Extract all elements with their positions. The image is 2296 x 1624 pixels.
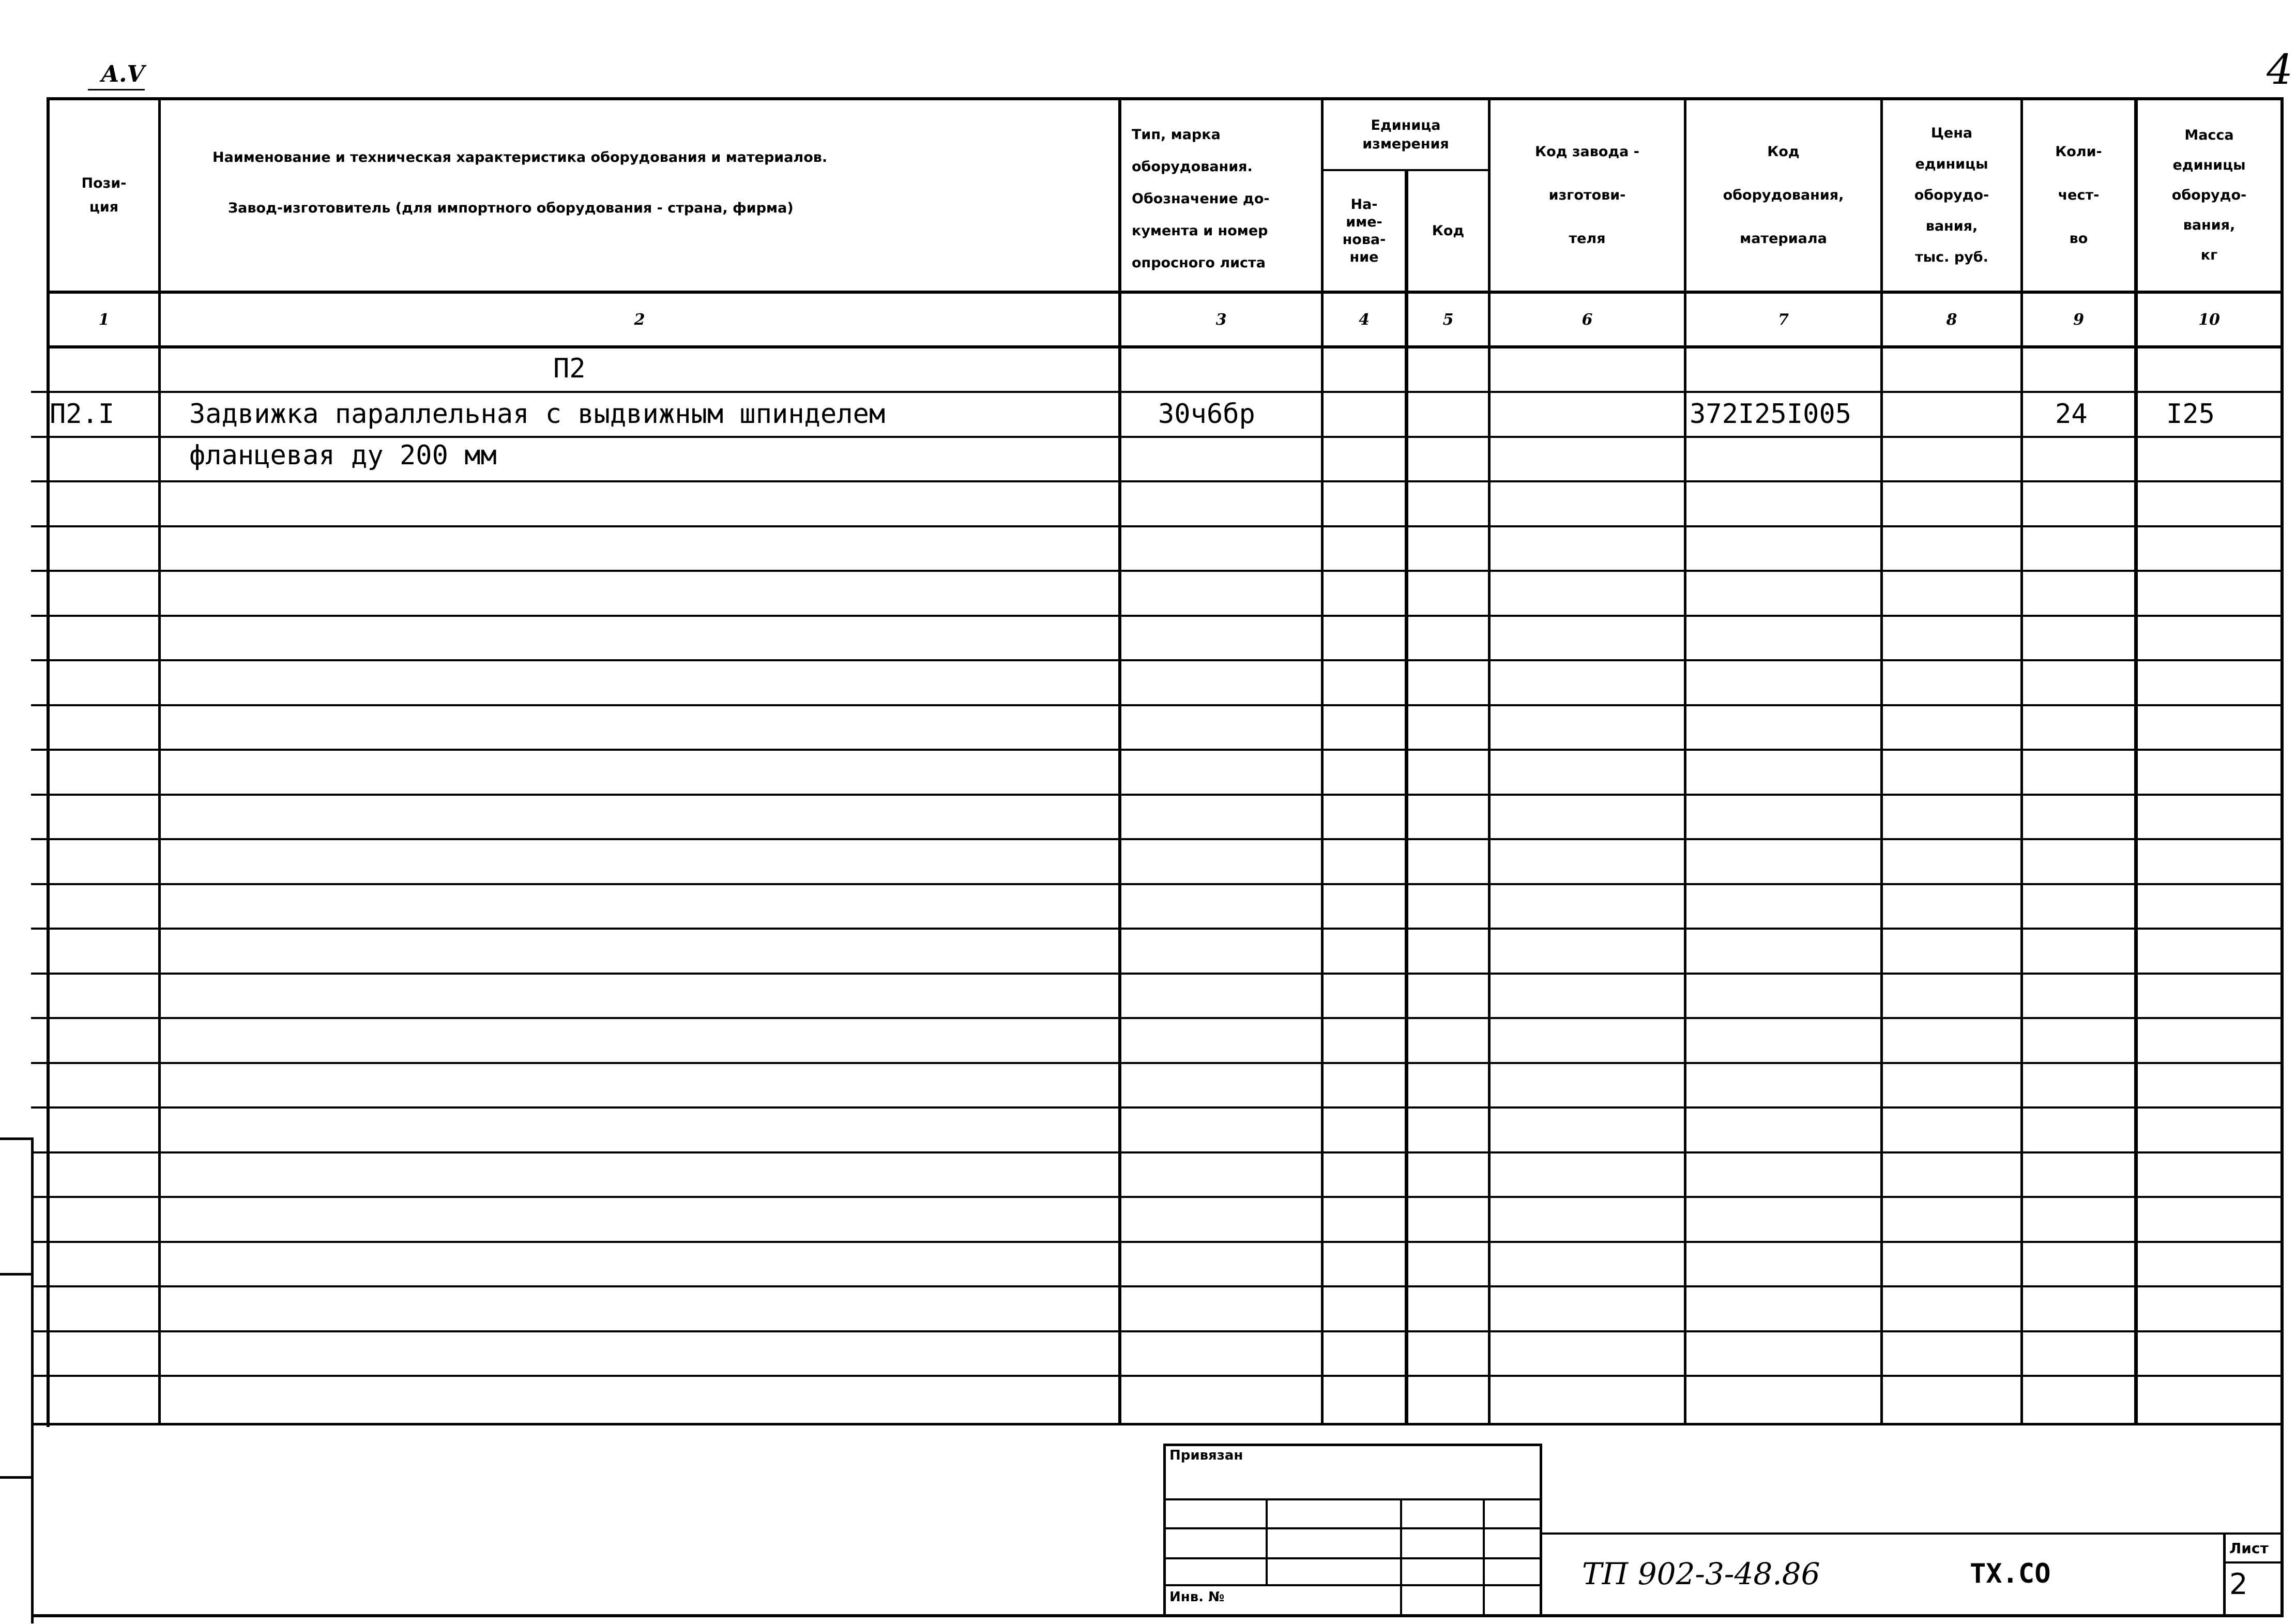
colnum-6: 6 — [1582, 310, 1593, 329]
header-position: Пози- ция — [81, 175, 127, 215]
page-number: 4 — [2267, 45, 2293, 94]
tb-attached-top — [1163, 1444, 1542, 1446]
col-line-9 — [2134, 97, 2138, 1424]
header-name-line2: Завод-изготовитель (для импортного оборудования - страна, фирма) — [228, 200, 794, 216]
row-rule — [31, 659, 2284, 661]
header-type: Тип, марка оборудования. Обозначение до- кумента и номер опросного листа — [1132, 126, 1270, 271]
row-rule — [31, 838, 2284, 840]
frame-right — [2280, 97, 2284, 1617]
sheet-label: Лист — [2229, 1540, 2269, 1557]
inventory-number-label: Инв. № — [1169, 1589, 1225, 1605]
tb-sheet-left — [2223, 1532, 2226, 1617]
section-title: П2 — [553, 353, 586, 384]
item-equipment-code: 372I25I005 — [1690, 399, 1852, 430]
header-name-line1: Наименование и техническая характеристика оборудования и материалов. — [212, 149, 828, 165]
item-mass: I25 — [2166, 399, 2215, 430]
colnum-2: 2 — [634, 310, 645, 329]
row-rule — [31, 1062, 2284, 1064]
header-quantity: Коли- чест- во — [2055, 144, 2102, 247]
row-rule — [31, 1151, 2284, 1154]
tb-row-2 — [1163, 1527, 1542, 1529]
tb-row-1 — [1163, 1498, 1542, 1500]
row-rule — [31, 480, 2284, 482]
item-quantity: 24 — [2055, 399, 2088, 430]
item-type: 30ч6бр — [1158, 399, 1255, 430]
colnum-3: 3 — [1215, 310, 1227, 329]
document-code: ТП 902-3-48.86 — [1582, 1556, 1820, 1591]
header-price: Цена единицы оборудо- вания, тыс. руб. — [1914, 125, 1989, 265]
top-left-mark: A.V — [101, 61, 145, 87]
item-name-line1: Задвижка параллельная с выдвижным шпинделем — [189, 399, 886, 430]
row-rule — [31, 749, 2284, 751]
tb-row-3 — [1163, 1557, 1542, 1559]
row-rule — [31, 1241, 2284, 1243]
row-rule — [31, 1375, 2284, 1377]
row-rule — [31, 1106, 2284, 1109]
colnum-4: 4 — [1359, 310, 1370, 329]
margin-tick — [0, 1273, 31, 1276]
row-rule — [31, 883, 2284, 885]
margin-tick — [0, 1137, 31, 1140]
row-rule — [31, 794, 2284, 796]
tb-col-1 — [1266, 1498, 1268, 1586]
colnum-7: 7 — [1778, 310, 1789, 329]
row-rule — [31, 1196, 2284, 1198]
colnum-9: 9 — [2073, 310, 2084, 329]
tb-doc-top — [1540, 1532, 2280, 1535]
row-rule — [31, 1017, 2284, 1019]
table-bottom — [31, 1423, 2284, 1425]
margin-tick — [0, 1476, 31, 1479]
sheet-number: 2 — [2229, 1568, 2248, 1601]
tb-sheet-divider — [2223, 1561, 2280, 1564]
header-unit-code: Код — [1432, 222, 1465, 239]
header-unit-group: Единица измерения — [1362, 117, 1449, 152]
colnum-5: 5 — [1442, 310, 1454, 329]
header-equipment-code: Код оборудования, материала — [1723, 144, 1844, 247]
tb-col-3 — [1483, 1498, 1485, 1617]
col-line-4 — [1405, 169, 1408, 1424]
colnum-10: 10 — [2198, 310, 2220, 329]
top-mark-underline — [88, 89, 145, 90]
colnum-1: 1 — [98, 310, 110, 329]
row-rule — [31, 570, 2284, 572]
row-rule — [31, 704, 2284, 706]
item-name-line2: фланцевая ду 200 мм — [189, 440, 497, 471]
tb-col-2 — [1400, 1498, 1402, 1617]
header-unit-name: На- име- нова- ние — [1342, 196, 1386, 265]
colnum-8: 8 — [1946, 310, 1957, 329]
header-mass: Масса единицы оборудо- вания, кг — [2171, 127, 2247, 263]
frame-left-outer — [31, 1137, 34, 1623]
row-rule — [31, 1285, 2284, 1287]
colnum-bottom — [47, 345, 2284, 348]
attached-label: Привязан — [1169, 1448, 1243, 1463]
tb-row-4 — [1163, 1584, 1542, 1586]
row-rule — [31, 928, 2284, 930]
row-rule — [31, 1330, 2284, 1332]
row-rule — [31, 973, 2284, 975]
row-rule — [31, 525, 2284, 527]
row-rule — [31, 615, 2284, 617]
header-factory-code: Код завода - изготови- теля — [1535, 144, 1639, 247]
tb-attached-left — [1163, 1444, 1166, 1617]
tb-attached-right — [1540, 1444, 1542, 1617]
item-position: П2.I — [50, 399, 115, 430]
frame-bottom — [31, 1614, 2284, 1617]
document-mark: ТХ.СО — [1970, 1558, 2051, 1589]
